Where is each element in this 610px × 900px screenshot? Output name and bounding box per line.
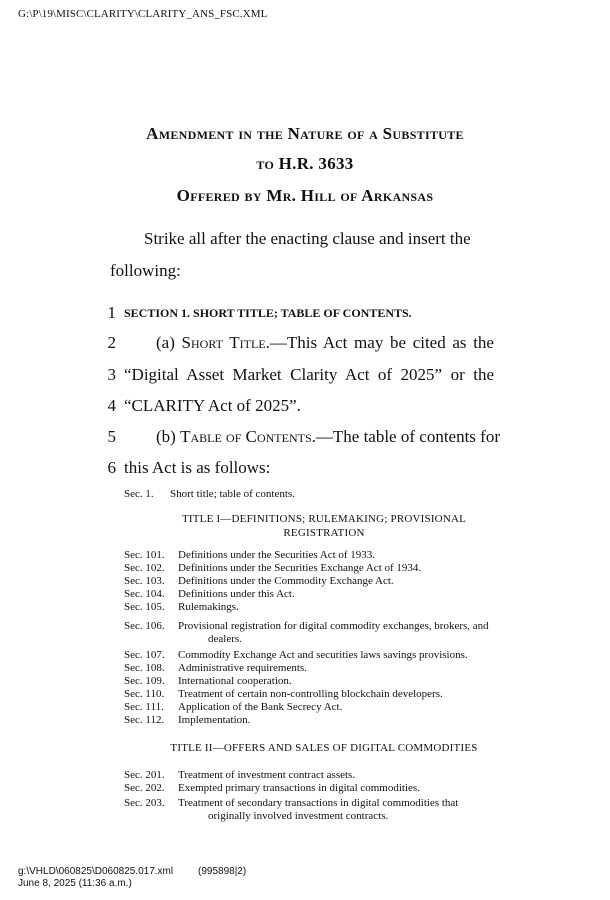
toc-sec-number: Sec. 101.	[124, 549, 165, 561]
toc-sec-title: Definitions under the Commodity Exchange Act.	[178, 575, 394, 587]
toc-entry	[124, 601, 239, 613]
line-number: 6	[107, 458, 116, 477]
line-text: this Act is as follows:	[124, 458, 271, 477]
toc-sec-title: Administrative requirements.	[178, 662, 307, 674]
toc-sec-number: Sec. 1.	[124, 488, 154, 500]
document-title-line-2: to H.R. 3633	[256, 154, 354, 173]
toc-sec-number: Sec. 202.	[124, 782, 165, 794]
line-number: 3	[107, 365, 116, 384]
toc-entry	[124, 782, 420, 794]
toc-sec-number: Sec. 108.	[124, 662, 165, 674]
toc-title-i-line-1: TITLE I—DEFINITIONS; RULEMAKING; PROVISIONAL	[181, 513, 467, 525]
toc-entry	[124, 675, 292, 687]
document-title-line-1: Amendment in the Nature of a Substitute	[146, 124, 464, 143]
toc-sec-title: International cooperation.	[178, 675, 292, 687]
toc-entry	[124, 549, 375, 561]
toc-sec-number: Sec. 102.	[124, 562, 165, 574]
document-title-line-3: Offered by Mr. Hill of Arkansas	[176, 186, 434, 205]
line-text: “CLARITY Act of 2025”.	[124, 396, 301, 415]
toc-sec-number: Sec. 111.	[124, 701, 164, 713]
toc-sec-number: Sec. 107.	[124, 649, 165, 661]
toc-sec-number: Sec. 103.	[124, 575, 165, 587]
toc-sec-number: Sec. 203.	[124, 797, 165, 809]
line-number: 5	[107, 427, 116, 446]
line-number: 2	[107, 333, 116, 352]
footer-date: June 8, 2025 (11:36 a.m.)	[18, 878, 132, 889]
toc-sec-title: Definitions under the Securities Exchange Act of 1934.	[178, 562, 422, 574]
toc-entry	[124, 662, 307, 674]
toc-sec-number: Sec. 112.	[124, 714, 165, 726]
toc-entry	[124, 769, 355, 781]
toc-sec-title: Treatment of investment contract assets.	[178, 769, 356, 781]
toc-title-i-line-2: REGISTRATION	[283, 527, 365, 539]
toc-sec-title: Treatment of certain non-controlling blockchain developers.	[178, 688, 443, 700]
toc-sec-title: Short title; table of contents.	[170, 488, 295, 500]
toc-sec-title: Treatment of secondary transactions in digital commodities that	[178, 797, 459, 809]
toc-entry	[124, 797, 458, 809]
file-path-header: G:\P\19\MISC\CLARITY\CLARITY_ANS_FSC.XML	[18, 8, 268, 20]
toc-sec-title: Commodity Exchange Act and securities laws savings provisions.	[178, 649, 468, 661]
toc-sec-number: Sec. 201.	[124, 769, 165, 781]
intro-line-2: following:	[110, 261, 181, 280]
toc-entry	[124, 588, 295, 600]
toc-sec-number: Sec. 106.	[124, 620, 165, 632]
toc-entry	[124, 562, 421, 574]
toc-sec-title: Application of the Bank Secrecy Act.	[178, 701, 343, 713]
toc-title-ii: TITLE II—OFFERS AND SALES OF DIGITAL COMMODITIES	[170, 742, 478, 754]
line-number: 1	[107, 303, 116, 322]
footer-file-path: g:\VHLD\060825\D060825.017.xml	[18, 866, 174, 877]
toc-sec-number: Sec. 109.	[124, 675, 165, 687]
intro-line-1: Strike all after the enacting clause and insert the	[144, 229, 471, 248]
toc-sec-title: Definitions under this Act.	[178, 588, 295, 600]
toc-sec-number: Sec. 110.	[124, 688, 165, 700]
toc-sec-title: Exempted primary transactions in digital commodities.	[178, 782, 420, 794]
toc-sec-number: Sec. 104.	[124, 588, 165, 600]
toc-entry	[124, 575, 394, 587]
toc-entry	[124, 701, 342, 713]
line-number: 4	[107, 396, 116, 415]
line-text: (a) Short Title.—This Act may be cited as the	[156, 333, 494, 352]
footer-doc-code: (995898|2)	[198, 866, 247, 877]
toc-sec-number: Sec. 105.	[124, 601, 165, 613]
toc-entry	[124, 688, 443, 700]
toc-entry	[124, 488, 295, 500]
toc-entry	[124, 649, 468, 661]
section-heading: SECTION 1. SHORT TITLE; TABLE OF CONTENTS.	[124, 306, 412, 320]
toc-sec-title: Implementation.	[178, 714, 251, 726]
line-text: (b) Table of Contents.—The table of contents for	[156, 427, 500, 446]
toc-sec-title: Provisional registration for digital commodity exchanges, brokers, and	[178, 620, 489, 632]
toc-entry-continuation: dealers.	[208, 633, 242, 645]
toc-sec-title: Definitions under the Securities Act of 1933.	[178, 549, 376, 561]
toc-entry	[124, 620, 489, 632]
line-text: “Digital Asset Market Clarity Act of 2025” or the	[124, 365, 494, 384]
toc-entry-continuation: originally involved investment contracts.	[208, 810, 389, 822]
toc-entry	[124, 714, 250, 726]
toc-sec-title: Rulemakings.	[178, 601, 239, 613]
